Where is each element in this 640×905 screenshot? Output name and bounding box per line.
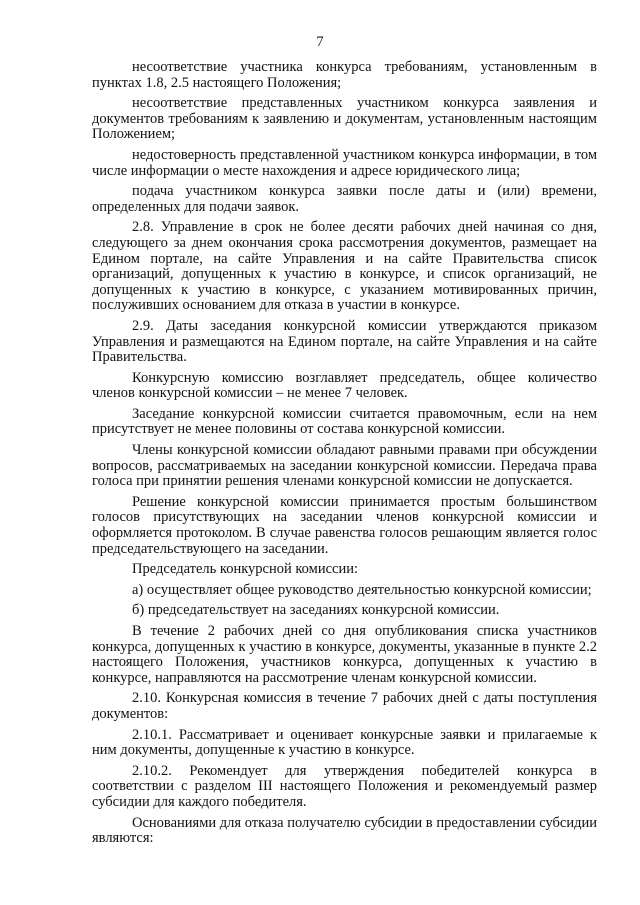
paragraph-noncompliance-requirements: несоответствие участника конкурса требованиям, установленным в пунктах 1.8, 2.5 настоящего Положения;	[92, 59, 597, 91]
paragraph-2-10-2: 2.10.2. Рекомендует для утверждения победителей конкурса в соответствии с разделом III настоящего Положения и рекомендуемый размер субсидии для каждого победителя.	[92, 762, 597, 810]
paragraph-equal-rights: Члены конкурсной комиссии обладают равными правами при обсуждении вопросов, рассматриваемых на заседании конкурсной комиссии. Передача права голоса при принятии решения членами конкурсной комиссии не допускается.	[92, 442, 597, 490]
paragraph-noncompliance-documents: несоответствие представленных участником конкурса заявления и документов требованиям к заявлению и документам, установленным настоящим Положением;	[92, 95, 597, 143]
paragraph-2-9: 2.9. Даты заседания конкурсной комиссии утверждаются приказом Управления и размещаются на Едином портале, на сайте Управления и на сайте Правительства.	[92, 317, 597, 366]
document-body	[92, 60, 597, 852]
paragraph-chair-duty-b: б) председательствует на заседаниях конкурсной комиссии.	[132, 602, 500, 619]
paragraph-commission-chair: Конкурсную комиссию возглавляет председатель, общее количество членов конкурсной комиссии – не менее 7 человек.	[92, 369, 597, 402]
paragraph-2-10: 2.10. Конкурсная комиссия в течение 7 рабочих дней с даты поступления документов:	[92, 690, 597, 722]
paragraph-refusal-grounds: Основаниями для отказа получателю субсидии в предоставлении субсидии являются:	[92, 814, 597, 847]
paragraph-chair-duties-heading: Председатель конкурсной комиссии:	[132, 561, 359, 578]
paragraph-two-days-review: В течение 2 рабочих дней со дня опубликования списка участников конкурса, допущенных к участию в конкурсе, документы, указанные в пункте 2.2 настоящего Положения, участников конкурса, допущенных к участию в конкурсе, направляются на рассмотрение членам конкурсной комиссии.	[92, 623, 597, 686]
page-number: 7	[316, 34, 324, 50]
paragraph-chair-duty-a: а) осуществляет общее руководство деятельностью конкурсной комиссии;	[132, 581, 592, 598]
paragraph-quorum: Заседание конкурсной комиссии считается правомочным, если на нем присутствует не менее половины от состава конкурсной комиссии.	[92, 405, 597, 438]
paragraph-2-8: 2.8. Управление в срок не более десяти рабочих дней начиная со дня, следующего за днем окончания срока рассмотрения документов, размещает на Едином портале, на сайте Управления и на сайте Правительства список организаций, допущенных к участию в конкурсе, и список организаций, не допущенных к участию в конкурсе, с указанием мотивированных причин, послуживших основанием для отказа в участии в конкурсе.	[92, 219, 597, 314]
paragraph-late-submission: подача участником конкурса заявки после даты и (или) времени, определенных для подачи заявок.	[92, 183, 597, 215]
paragraph-decision-majority: Решение конкурсной комиссии принимается простым большинством голосов присутствующих на заседании членов конкурсной комиссии и оформляется протоколом. В случае равенства голосов решающим является голос председательствующего на заседании.	[92, 493, 597, 557]
paragraph-2-10-1: 2.10.1. Рассматривает и оценивает конкурсные заявки и прилагаемые к ним документы, допущенные к участию в конкурсе.	[92, 726, 597, 759]
paragraph-false-information: недостоверность представленной участником конкурса информации, в том числе информации о месте нахождения и адресе юридического лица;	[92, 146, 597, 179]
